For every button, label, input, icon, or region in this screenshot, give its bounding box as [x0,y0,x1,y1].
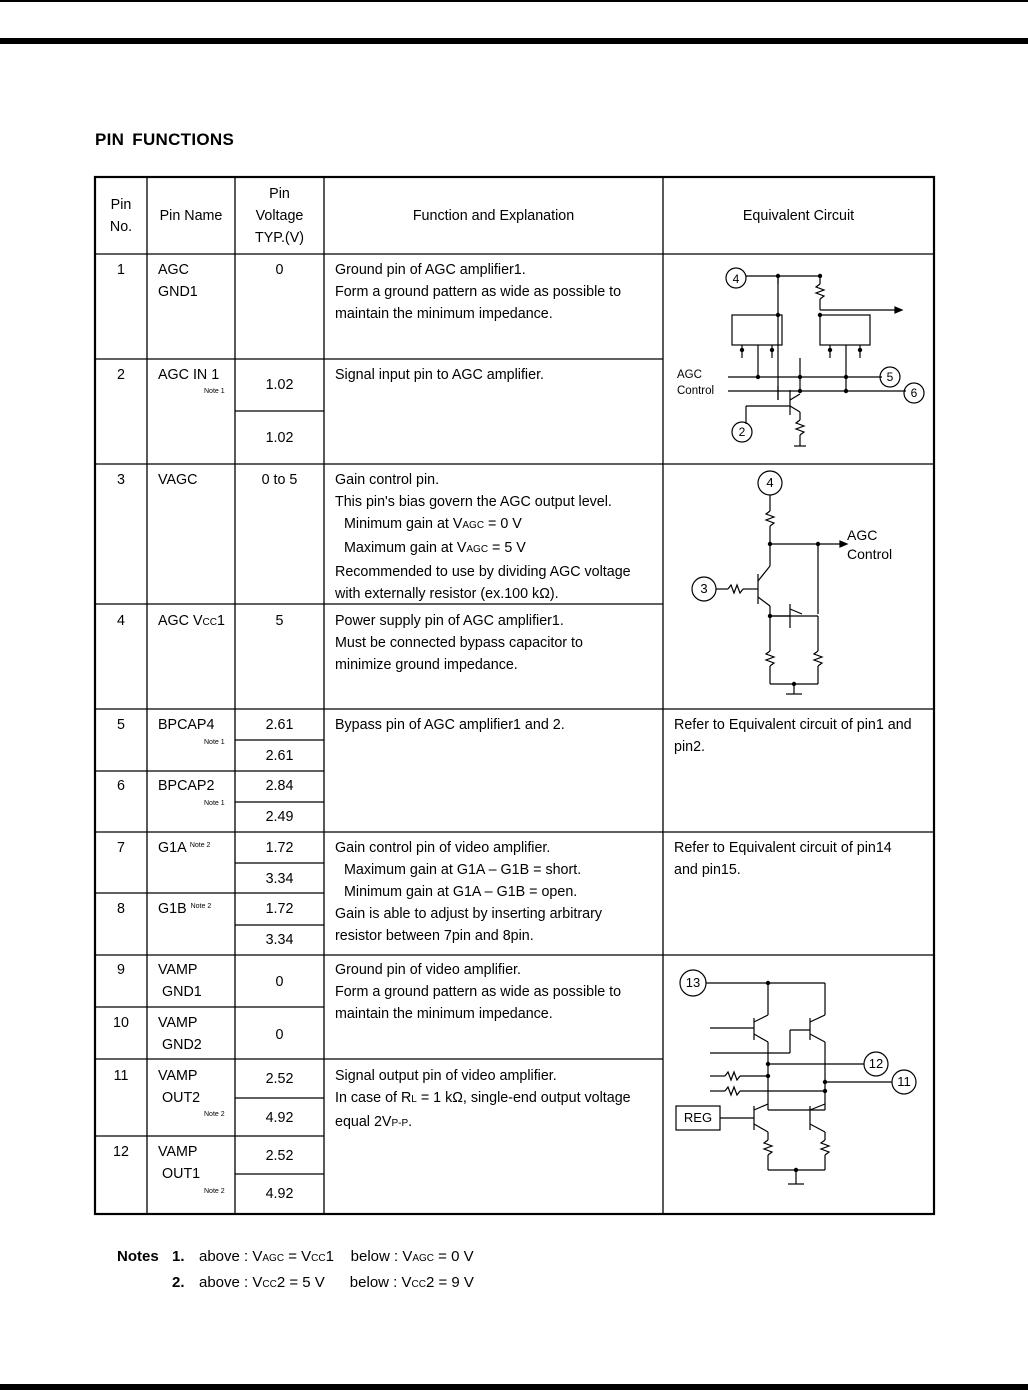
pin-no-4: 4 [117,613,125,629]
pin-name-2: AGC IN 1 [158,367,220,383]
agc1-pin-5-label: 5 [886,370,894,384]
vamp-pin-12-label: 12 [868,1056,884,1071]
pin-name-12-line2: OUT1 [162,1166,201,1182]
note-2-t3: CC [411,1279,426,1290]
function-4-line1: Power supply pin of AGC amplifier1. [335,613,564,629]
function-3-line6: with externally resistor (ex.100 kΩ). [335,586,559,602]
pin-name-4-part1: AGC V [158,613,203,629]
function-4 [335,610,583,676]
pin-name-7-text: G1A [158,840,186,856]
pin-name-11-line1: VAMP [158,1068,198,1084]
function-11-l3sub: P-P [391,1118,409,1129]
note-2-t2: 2 = 5 V below : V [276,1274,412,1291]
pin-no-1: 1 [117,262,125,278]
function-1-line1: Ground pin of AGC amplifier1. [335,262,526,278]
note-2-num: 2. [172,1274,185,1291]
note-1-t5: AGC [412,1253,435,1264]
function-4-line2: Must be connected bypass capacitor to [335,635,583,651]
function-3-line2: This pin's bias govern the AGC output level. [335,494,612,510]
pin-name-9 [158,959,202,1003]
note-2-t4: 2 = 9 V [425,1274,474,1291]
pin-no-3: 3 [117,472,125,488]
vamp-pin-13-label: 13 [685,975,701,990]
function-7-line5: resistor between 7pin and 8pin. [335,928,534,944]
voltage-1: 0 [275,262,284,278]
voltage-6a: 2.84 [265,778,294,794]
pin-note-7: Note 2 [189,842,211,849]
agc1-pin-4-label: 4 [732,272,740,286]
function-11-l2b: = 1 kΩ, single-end output voltage [416,1090,631,1106]
pin-no-7: 7 [117,840,125,856]
vagc-pin-3-label: 3 [700,581,708,596]
vagc-control-label [847,526,892,564]
note-2-text [199,1270,474,1298]
circuit-ref-7-line1: Refer to Equivalent circuit of pin14 [674,840,892,856]
voltage-9: 0 [275,974,284,990]
pin-name-10 [158,1012,202,1056]
function-3-line1: Gain control pin. [335,472,440,488]
note-1-text [199,1244,474,1272]
header-pin-name: Pin Name [159,208,223,224]
voltage-10: 0 [275,1027,284,1043]
notes-block [117,1244,159,1270]
voltage-12b: 4.92 [265,1186,294,1202]
voltage-2a: 1.02 [265,377,294,393]
pin-name-3: VAGC [158,472,198,488]
header-voltage-line3: TYP.(V) [255,230,304,246]
notes-label: Notes [117,1248,159,1265]
pin-name-4 [158,610,225,634]
function-3-l3sub: AGC [462,520,485,531]
pin-name-1 [158,259,198,303]
pin-no-5: 5 [117,717,125,733]
function-7 [335,837,602,947]
circuit-ref-5 [674,714,912,758]
pin-note-6: Note 1 [204,800,225,807]
function-7-line3: Minimum gain at G1A – G1B = open. [344,884,578,900]
voltage-8b: 3.34 [265,932,294,948]
function-3-line3 [335,513,631,537]
header-pin-no-line1: Pin [110,197,132,213]
note-1-number [172,1244,185,1270]
vagc-control-label-line1: AGC [847,527,878,543]
agc1-control-label-line2: Control [677,385,715,397]
voltage-5b: 2.61 [265,748,294,764]
header-function: Function and Explanation [412,208,575,224]
function-1-line3: maintain the minimum impedance. [335,306,553,322]
voltage-5a: 2.61 [265,717,294,733]
pin-no-11: 11 [113,1068,129,1084]
agc-amplifier-circuit [670,260,932,460]
header-pin-no [95,194,147,238]
header-voltage [235,183,324,249]
note-1-num: 1. [172,1248,185,1265]
note-2-t1: CC [262,1279,277,1290]
function-7-line1: Gain control pin of video amplifier. [335,840,551,856]
function-3-line4 [335,537,631,561]
pin-name-8-text: G1B [158,901,187,917]
pin-note-2: Note 1 [204,388,225,395]
pin-name-8 [158,898,211,920]
voltage-12a: 2.52 [265,1148,294,1164]
pin-name-11 [158,1065,200,1109]
pin-name-6: BPCAP2 [158,778,215,794]
pin-no-9: 9 [117,962,125,978]
header-voltage-line1: Pin [269,186,290,202]
voltage-11a: 2.52 [265,1071,294,1087]
function-7-line2: Maximum gain at G1A – G1B = short. [344,862,582,878]
pin-name-9-line1: VAMP [158,962,198,978]
function-3-line5: Recommended to use by dividing AGC voltage [335,564,631,580]
function-3-l3a: Minimum gain at V [344,516,463,532]
voltage-7a: 1.72 [265,840,294,856]
header-circuit: Equivalent Circuit [742,208,855,224]
function-7-line4: Gain is able to adjust by inserting arbitrary [335,906,603,922]
circuit-ref-5-line1: Refer to Equivalent circuit of pin1 and [674,717,912,733]
voltage-7b: 3.34 [265,871,294,887]
voltage-8a: 1.72 [265,901,294,917]
vamp-pin-11-label: 11 [897,1074,911,1089]
function-11-line1: Signal output pin of video amplifier. [335,1068,557,1084]
function-9-line3: maintain the minimum impedance. [335,1006,553,1022]
pin-no-8: 8 [117,901,125,917]
agc1-control-label-line1: AGC [677,369,702,381]
voltage-11b: 4.92 [265,1110,294,1126]
function-11-line3 [335,1111,631,1135]
function-5: Bypass pin of AGC amplifier1 and 2. [335,717,565,733]
pin-name-4-part2: 1 [216,613,225,629]
circuit-ref-5-line2: pin2. [674,739,706,755]
function-3-l4b: = 5 V [488,540,526,556]
header-voltage-line2: Voltage [255,208,304,224]
pin-name-5: BPCAP4 [158,717,215,733]
voltage-3: 0 to 5 [261,472,298,488]
function-11-l2sub: L [411,1094,417,1105]
pin-no-6: 6 [117,778,125,794]
pin-name-1-line1: AGC [158,262,189,278]
pin-note-5: Note 1 [204,739,225,746]
function-9-line2: Form a ground pattern as wide as possible to [335,984,622,1000]
agc1-control-label [677,367,714,399]
agc1-pin-2-label: 2 [738,425,746,439]
page-heading: PIN FUNCTIONS [95,130,235,149]
pin-no-2: 2 [117,367,125,383]
function-3 [335,469,631,605]
note-1-t4: 1 below : V [325,1248,413,1265]
header-pin-no-line2: No. [109,219,133,235]
vagc-pin-4-label: 4 [766,475,774,490]
note-2-t0: above : V [199,1274,263,1291]
function-11-l2a: In case of R [335,1090,412,1106]
function-3-l3b: = 0 V [484,516,522,532]
footer-rule [0,1384,1028,1390]
note-2-number [172,1270,185,1296]
note-1-t6: = 0 V [434,1248,474,1265]
circuit-ref-7 [674,837,892,881]
note-1-t0: above : V [199,1248,263,1265]
pin-name-7 [158,837,210,859]
agc1-pin-6-label: 6 [910,386,918,400]
pin-note-8: Note 2 [190,903,212,910]
pin-name-11-line2: OUT2 [162,1090,201,1106]
pin-no-10: 10 [113,1015,129,1031]
voltage-4: 5 [275,613,284,629]
vamp-reg-label: REG [683,1110,713,1125]
function-1 [335,259,621,325]
function-3-l4a: Maximum gain at V [344,540,467,556]
pin-name-10-line1: VAMP [158,1015,198,1031]
function-3-l4sub: AGC [466,544,489,555]
pin-name-12-line1: VAMP [158,1144,198,1160]
function-11-l3a: equal 2V [335,1114,392,1130]
pin-note-11: Note 2 [204,1111,225,1118]
pin-name-4-sub: CC [202,617,217,628]
pin-name-1-line2: GND1 [158,284,198,300]
function-9 [335,959,621,1025]
pin-name-12 [158,1141,200,1185]
note-1-t3: CC [311,1253,326,1264]
circuit-ref-7-line2: and pin15. [674,862,741,878]
note-1-t1: AGC [262,1253,285,1264]
function-2: Signal input pin to AGC amplifier. [335,367,545,383]
voltage-2b: 1.02 [265,430,294,446]
vagc-control-label-line2: Control [847,546,893,562]
pin-note-12: Note 2 [204,1188,225,1195]
pin-name-10-line2: GND2 [162,1037,202,1053]
pin-no-12: 12 [113,1144,129,1160]
function-11 [335,1065,631,1135]
function-9-line1: Ground pin of video amplifier. [335,962,521,978]
function-11-l3b: . [408,1114,413,1130]
function-4-line3: minimize ground impedance. [335,657,518,673]
pin-name-9-line2: GND1 [162,984,202,1000]
function-11-line2 [335,1087,631,1111]
note-1-t2: = V [284,1248,312,1265]
function-1-line2: Form a ground pattern as wide as possible to [335,284,622,300]
voltage-6b: 2.49 [265,809,294,825]
